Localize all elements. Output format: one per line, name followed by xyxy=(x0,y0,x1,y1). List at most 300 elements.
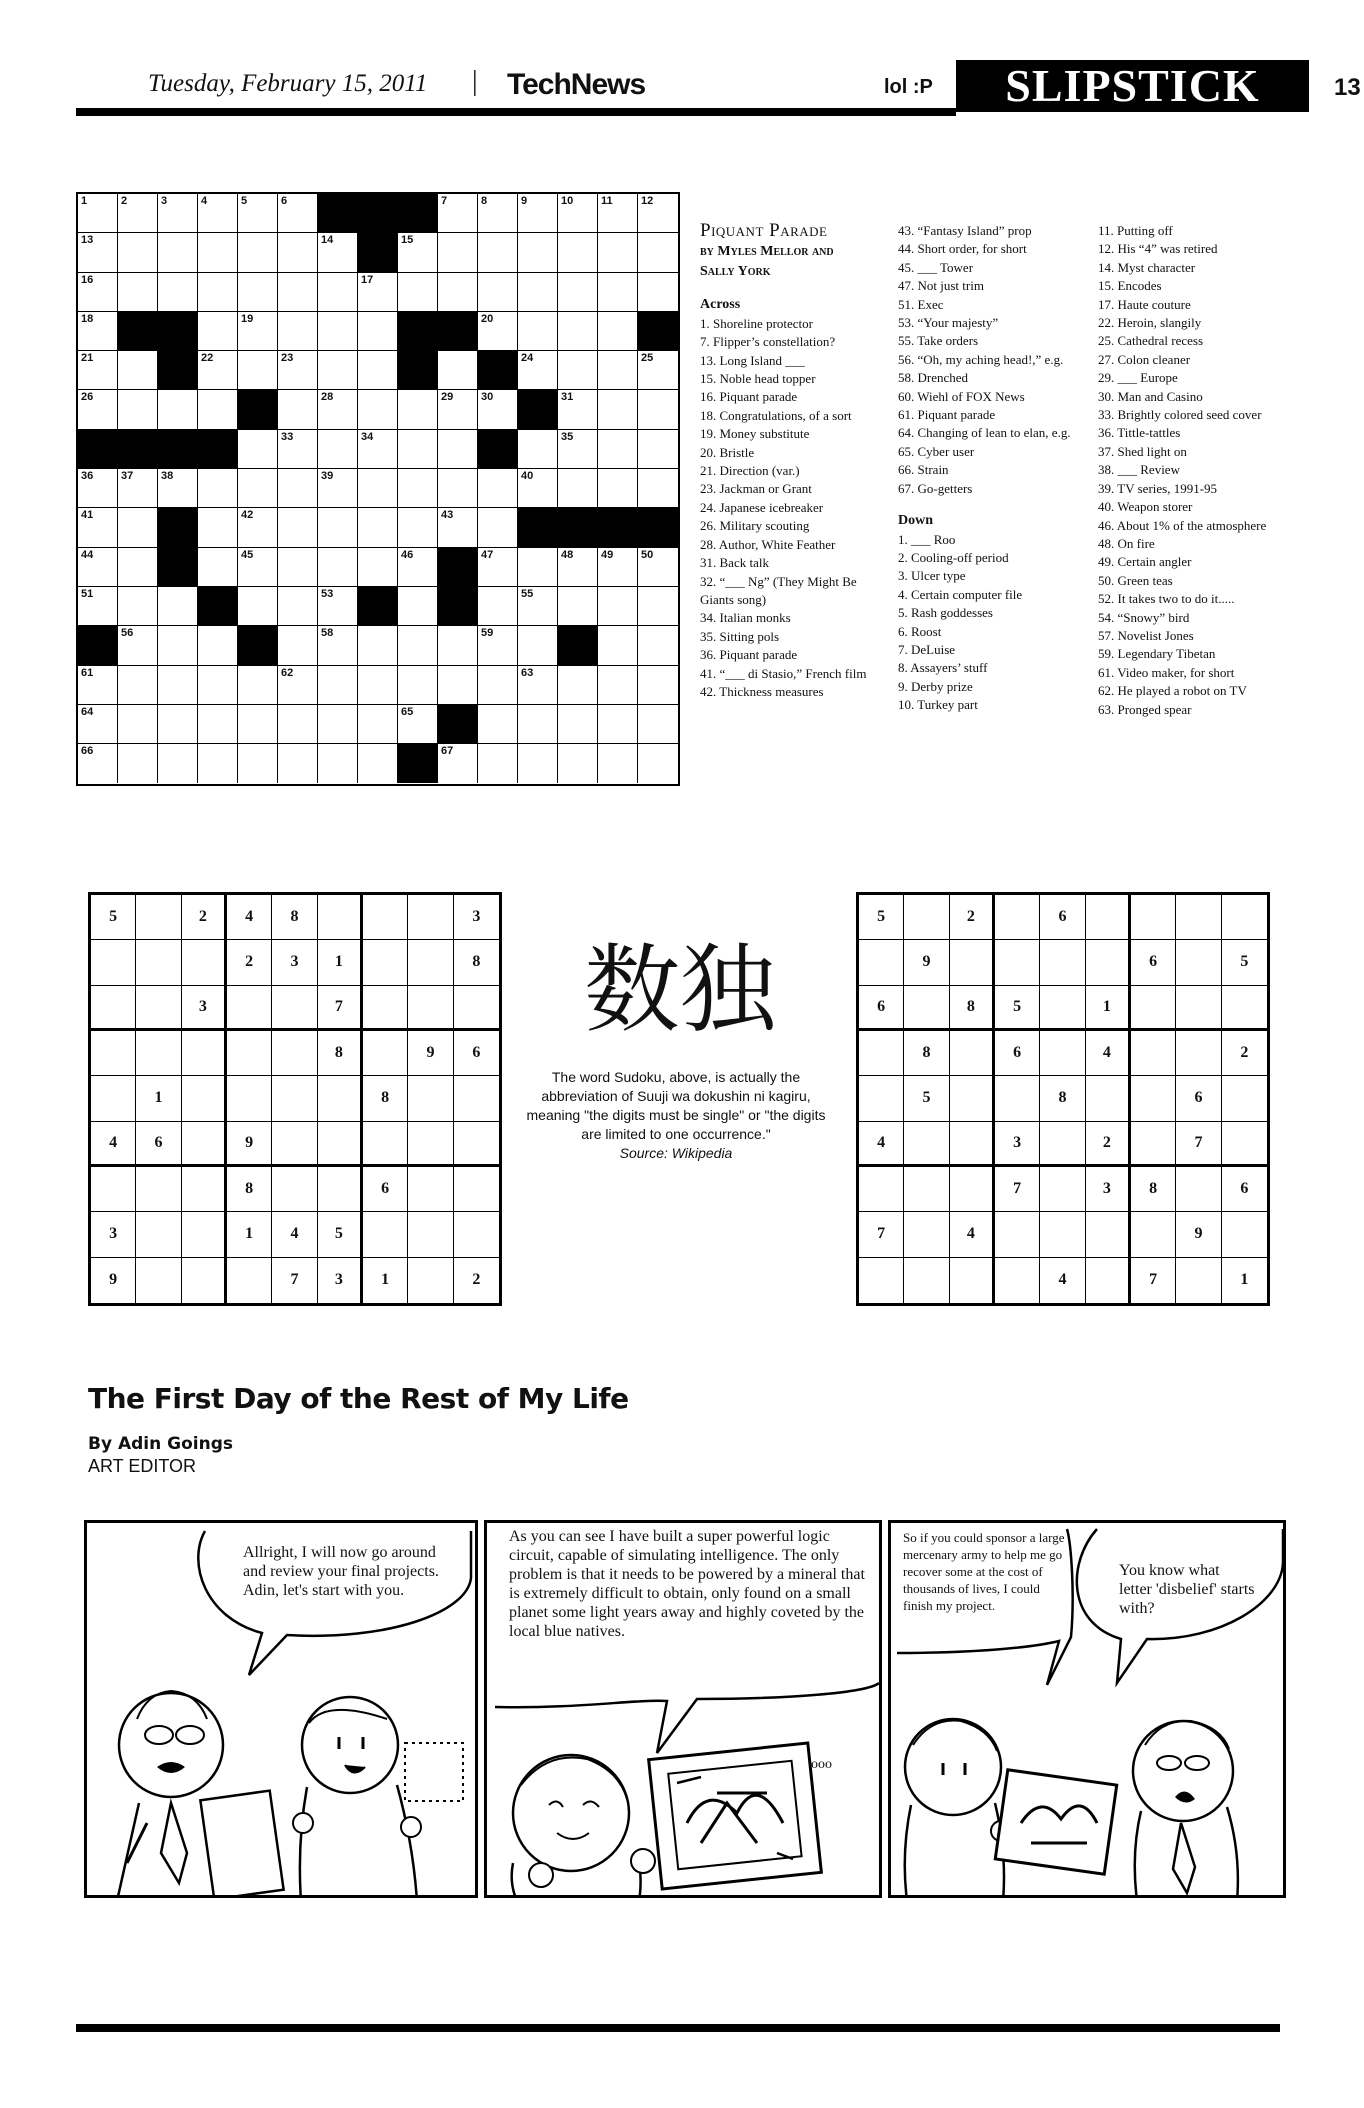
crossword-cell[interactable] xyxy=(598,194,638,233)
sudoku-empty-cell[interactable] xyxy=(904,986,949,1031)
crossword-cell[interactable] xyxy=(558,233,598,272)
crossword-cell[interactable] xyxy=(478,587,518,626)
crossword-cell[interactable] xyxy=(638,390,678,429)
sudoku-empty-cell[interactable] xyxy=(318,1167,363,1212)
clue: 65. Cyber user xyxy=(898,443,975,459)
crossword-cell[interactable] xyxy=(78,312,118,351)
sudoku-empty-cell[interactable] xyxy=(272,1167,317,1212)
crossword-cell[interactable] xyxy=(518,430,558,469)
crossword-cell[interactable] xyxy=(438,273,478,312)
crossword-cell[interactable] xyxy=(598,548,638,587)
crossword-cell[interactable] xyxy=(598,430,638,469)
crossword-cell[interactable] xyxy=(478,705,518,744)
sudoku-empty-cell[interactable] xyxy=(136,1258,181,1303)
crossword-cell[interactable] xyxy=(158,469,198,508)
crossword-cell[interactable] xyxy=(198,469,238,508)
crossword-cell[interactable] xyxy=(358,705,398,744)
crossword-cell[interactable] xyxy=(118,744,158,783)
crossword-cell[interactable] xyxy=(598,626,638,665)
crossword-cell[interactable] xyxy=(318,548,358,587)
sudoku-empty-cell[interactable] xyxy=(182,1076,227,1121)
crossword-cell[interactable] xyxy=(78,233,118,272)
crossword-cell[interactable] xyxy=(278,744,318,783)
sudoku-empty-cell[interactable] xyxy=(995,895,1040,940)
crossword-cell[interactable] xyxy=(238,430,278,469)
sudoku-empty-cell[interactable] xyxy=(182,1212,227,1257)
crossword-cell[interactable] xyxy=(558,548,598,587)
crossword-cell[interactable] xyxy=(278,587,318,626)
crossword-cell[interactable] xyxy=(318,390,358,429)
crossword-cell[interactable] xyxy=(78,548,118,587)
sudoku-empty-cell[interactable] xyxy=(408,1258,453,1303)
crossword-cell[interactable] xyxy=(598,390,638,429)
crossword-cell[interactable] xyxy=(358,390,398,429)
crossword-cell[interactable] xyxy=(438,390,478,429)
crossword-cell[interactable] xyxy=(278,705,318,744)
crossword-cell[interactable] xyxy=(638,194,678,233)
crossword-cell[interactable] xyxy=(238,233,278,272)
crossword-cell[interactable] xyxy=(518,273,558,312)
crossword-cell[interactable] xyxy=(238,705,278,744)
sudoku-empty-cell[interactable] xyxy=(227,1076,272,1121)
crossword-cell[interactable] xyxy=(118,390,158,429)
sudoku-empty-cell[interactable] xyxy=(182,1031,227,1076)
crossword-cell[interactable] xyxy=(638,587,678,626)
crossword-cell[interactable] xyxy=(638,351,678,390)
crossword-cell[interactable] xyxy=(558,312,598,351)
crossword-cell[interactable] xyxy=(638,233,678,272)
crossword-cell[interactable] xyxy=(398,273,438,312)
crossword-cell[interactable] xyxy=(318,744,358,783)
sudoku-empty-cell[interactable] xyxy=(454,1167,499,1212)
sudoku-empty-cell[interactable] xyxy=(1131,986,1176,1031)
crossword-cell[interactable] xyxy=(638,666,678,705)
sudoku-empty-cell[interactable] xyxy=(1086,940,1131,985)
crossword-cell[interactable] xyxy=(158,705,198,744)
crossword-cell[interactable] xyxy=(558,390,598,429)
crossword-cell[interactable] xyxy=(118,666,158,705)
crossword-cell[interactable] xyxy=(358,312,398,351)
sudoku-empty-cell[interactable] xyxy=(950,1167,995,1212)
sudoku-empty-cell[interactable] xyxy=(363,895,408,940)
sudoku-empty-cell[interactable] xyxy=(136,986,181,1031)
sudoku-empty-cell[interactable] xyxy=(1222,1076,1267,1121)
crossword-cell[interactable] xyxy=(438,233,478,272)
sudoku-empty-cell[interactable] xyxy=(1040,1167,1085,1212)
sudoku-empty-cell[interactable] xyxy=(859,1031,904,1076)
crossword-cell[interactable] xyxy=(198,233,238,272)
crossword-cell[interactable] xyxy=(318,705,358,744)
crossword-cell[interactable] xyxy=(118,233,158,272)
crossword-cell[interactable] xyxy=(78,587,118,626)
sudoku-empty-cell[interactable] xyxy=(136,895,181,940)
sudoku-empty-cell[interactable] xyxy=(1131,1076,1176,1121)
sudoku-empty-cell[interactable] xyxy=(1086,1258,1131,1303)
sudoku-empty-cell[interactable] xyxy=(318,1122,363,1167)
crossword-cell[interactable] xyxy=(198,351,238,390)
sudoku-empty-cell[interactable] xyxy=(91,1076,136,1121)
crossword-cell[interactable] xyxy=(598,666,638,705)
sudoku-empty-cell[interactable] xyxy=(227,1258,272,1303)
crossword-cell[interactable] xyxy=(558,194,598,233)
sudoku-empty-cell[interactable] xyxy=(408,895,453,940)
crossword-cell[interactable] xyxy=(78,666,118,705)
sudoku-empty-cell[interactable] xyxy=(182,1258,227,1303)
sudoku-empty-cell[interactable] xyxy=(950,1122,995,1167)
sudoku-empty-cell[interactable] xyxy=(1086,895,1131,940)
crossword-cell[interactable] xyxy=(78,469,118,508)
sudoku-empty-cell[interactable] xyxy=(995,1258,1040,1303)
crossword-cell[interactable] xyxy=(318,351,358,390)
sudoku-empty-cell[interactable] xyxy=(1040,940,1085,985)
crossword-cell[interactable] xyxy=(198,744,238,783)
crossword-cell[interactable] xyxy=(198,548,238,587)
sudoku-empty-cell[interactable] xyxy=(1086,1076,1131,1121)
sudoku-empty-cell[interactable] xyxy=(904,1122,949,1167)
crossword-cell[interactable] xyxy=(558,351,598,390)
crossword-cell[interactable] xyxy=(318,587,358,626)
crossword-cell[interactable] xyxy=(358,351,398,390)
crossword-cell[interactable] xyxy=(118,194,158,233)
crossword-cell[interactable] xyxy=(478,233,518,272)
sudoku-empty-cell[interactable] xyxy=(1131,895,1176,940)
crossword-cell[interactable] xyxy=(198,666,238,705)
crossword-cell[interactable] xyxy=(478,666,518,705)
crossword-cell[interactable] xyxy=(318,626,358,665)
sudoku-empty-cell[interactable] xyxy=(859,1258,904,1303)
crossword-cell[interactable] xyxy=(478,548,518,587)
crossword-cell[interactable] xyxy=(438,508,478,547)
sudoku-empty-cell[interactable] xyxy=(995,1076,1040,1121)
crossword-cell[interactable] xyxy=(438,744,478,783)
sudoku-empty-cell[interactable] xyxy=(1131,1122,1176,1167)
sudoku-empty-cell[interactable] xyxy=(1222,895,1267,940)
crossword-cell[interactable] xyxy=(638,430,678,469)
sudoku-empty-cell[interactable] xyxy=(1131,1031,1176,1076)
crossword-cell[interactable] xyxy=(118,469,158,508)
crossword-cell[interactable] xyxy=(158,626,198,665)
crossword-cell[interactable] xyxy=(598,233,638,272)
sudoku-empty-cell[interactable] xyxy=(363,1212,408,1257)
sudoku-empty-cell[interactable] xyxy=(136,1167,181,1212)
crossword-cell[interactable] xyxy=(478,390,518,429)
sudoku-empty-cell[interactable] xyxy=(904,1212,949,1257)
crossword-cell[interactable] xyxy=(478,273,518,312)
crossword-cell[interactable] xyxy=(638,273,678,312)
crossword-cell[interactable] xyxy=(398,626,438,665)
sudoku-empty-cell[interactable] xyxy=(859,1167,904,1212)
sudoku-empty-cell[interactable] xyxy=(182,940,227,985)
crossword-cell[interactable] xyxy=(398,390,438,429)
crossword-cell[interactable] xyxy=(78,744,118,783)
crossword-cell[interactable] xyxy=(438,430,478,469)
crossword-cell[interactable] xyxy=(278,548,318,587)
crossword-cell[interactable] xyxy=(518,626,558,665)
sudoku-empty-cell[interactable] xyxy=(363,1031,408,1076)
sudoku-empty-cell[interactable] xyxy=(272,986,317,1031)
crossword-cell[interactable] xyxy=(518,548,558,587)
crossword-cell[interactable] xyxy=(278,312,318,351)
crossword-cell[interactable] xyxy=(318,233,358,272)
sudoku-empty-cell[interactable] xyxy=(1131,1212,1176,1257)
sudoku-empty-cell[interactable] xyxy=(91,940,136,985)
sudoku-empty-cell[interactable] xyxy=(1176,986,1221,1031)
crossword-cell[interactable] xyxy=(238,194,278,233)
crossword-cell[interactable] xyxy=(598,705,638,744)
sudoku-empty-cell[interactable] xyxy=(272,1031,317,1076)
crossword-cell[interactable] xyxy=(478,626,518,665)
crossword-cell[interactable] xyxy=(118,587,158,626)
crossword-cell[interactable] xyxy=(318,273,358,312)
crossword-cell[interactable] xyxy=(318,469,358,508)
crossword-cell[interactable] xyxy=(558,744,598,783)
crossword-cell[interactable] xyxy=(518,312,558,351)
crossword-cell[interactable] xyxy=(398,469,438,508)
crossword-cell[interactable] xyxy=(118,508,158,547)
crossword-cell[interactable] xyxy=(118,705,158,744)
crossword-cell[interactable] xyxy=(358,430,398,469)
crossword-cell[interactable] xyxy=(198,626,238,665)
crossword-cell[interactable] xyxy=(638,744,678,783)
crossword-cell[interactable] xyxy=(598,469,638,508)
crossword-cell[interactable] xyxy=(198,705,238,744)
sudoku-empty-cell[interactable] xyxy=(1176,1258,1221,1303)
sudoku-empty-cell[interactable] xyxy=(227,986,272,1031)
crossword-cell[interactable] xyxy=(398,548,438,587)
sudoku-empty-cell[interactable] xyxy=(995,940,1040,985)
crossword-cell[interactable] xyxy=(558,273,598,312)
crossword-cell[interactable] xyxy=(518,705,558,744)
sudoku-empty-cell[interactable] xyxy=(136,940,181,985)
sudoku-empty-cell[interactable] xyxy=(1222,1212,1267,1257)
crossword-cell[interactable] xyxy=(238,666,278,705)
crossword-cell[interactable] xyxy=(318,312,358,351)
sudoku-empty-cell[interactable] xyxy=(408,1167,453,1212)
sudoku-empty-cell[interactable] xyxy=(859,940,904,985)
sudoku-empty-cell[interactable] xyxy=(1176,1031,1221,1076)
sudoku-empty-cell[interactable] xyxy=(454,1122,499,1167)
sudoku-empty-cell[interactable] xyxy=(859,1076,904,1121)
sudoku-empty-cell[interactable] xyxy=(363,1122,408,1167)
crossword-cell[interactable] xyxy=(518,194,558,233)
crossword-cell[interactable] xyxy=(158,194,198,233)
crossword-cell[interactable] xyxy=(158,666,198,705)
sudoku-empty-cell[interactable] xyxy=(950,1258,995,1303)
crossword-cell[interactable] xyxy=(78,390,118,429)
crossword-cell[interactable] xyxy=(238,587,278,626)
crossword-cell[interactable] xyxy=(158,587,198,626)
crossword-cell[interactable] xyxy=(278,508,318,547)
crossword-cell[interactable] xyxy=(158,233,198,272)
crossword-cell[interactable] xyxy=(278,626,318,665)
crossword-cell[interactable] xyxy=(598,744,638,783)
crossword-cell[interactable] xyxy=(198,194,238,233)
crossword-cell[interactable] xyxy=(118,548,158,587)
sudoku-empty-cell[interactable] xyxy=(408,1076,453,1121)
crossword-cell[interactable] xyxy=(398,666,438,705)
crossword-cell[interactable] xyxy=(238,548,278,587)
sudoku-puzzle-left[interactable] xyxy=(88,892,502,1306)
crossword-cell[interactable] xyxy=(78,705,118,744)
sudoku-empty-cell[interactable] xyxy=(408,1212,453,1257)
crossword-grid[interactable] xyxy=(76,192,680,786)
crossword-cell[interactable] xyxy=(638,626,678,665)
crossword-block xyxy=(398,351,438,390)
sudoku-empty-cell[interactable] xyxy=(91,986,136,1031)
crossword-cell[interactable] xyxy=(518,351,558,390)
crossword-cell[interactable] xyxy=(318,508,358,547)
crossword-cell[interactable] xyxy=(478,508,518,547)
sudoku-empty-cell[interactable] xyxy=(408,940,453,985)
crossword-cell[interactable] xyxy=(278,194,318,233)
crossword-cell[interactable] xyxy=(598,351,638,390)
sudoku-empty-cell[interactable] xyxy=(318,895,363,940)
crossword-cell[interactable] xyxy=(318,430,358,469)
sudoku-empty-cell[interactable] xyxy=(1176,940,1221,985)
crossword-cell[interactable] xyxy=(238,351,278,390)
sudoku-empty-cell[interactable] xyxy=(950,940,995,985)
crossword-cell[interactable] xyxy=(78,273,118,312)
crossword-cell[interactable] xyxy=(278,233,318,272)
crossword-cell[interactable] xyxy=(238,744,278,783)
crossword-cell[interactable] xyxy=(278,273,318,312)
crossword-cell[interactable] xyxy=(278,430,318,469)
crossword-cell[interactable] xyxy=(358,469,398,508)
crossword-cell[interactable] xyxy=(558,587,598,626)
sudoku-empty-cell[interactable] xyxy=(904,1258,949,1303)
sudoku-empty-cell[interactable] xyxy=(318,1076,363,1121)
crossword-cell[interactable] xyxy=(518,666,558,705)
crossword-cell[interactable] xyxy=(158,273,198,312)
crossword-cell[interactable] xyxy=(398,587,438,626)
crossword-cell[interactable] xyxy=(158,744,198,783)
crossword-cell[interactable] xyxy=(318,666,358,705)
crossword-cell[interactable] xyxy=(638,548,678,587)
crossword-cell[interactable] xyxy=(518,744,558,783)
crossword-cell[interactable] xyxy=(358,508,398,547)
sudoku-puzzle-right[interactable] xyxy=(856,892,1270,1306)
crossword-cell[interactable] xyxy=(198,390,238,429)
clue: 38. ___ Review xyxy=(1098,462,1180,478)
crossword-cell[interactable] xyxy=(598,587,638,626)
sudoku-empty-cell[interactable] xyxy=(91,1167,136,1212)
crossword-cell[interactable] xyxy=(398,705,438,744)
crossword-cell[interactable] xyxy=(278,469,318,508)
crossword-cell[interactable] xyxy=(438,469,478,508)
crossword-cell[interactable] xyxy=(238,273,278,312)
crossword-cell[interactable] xyxy=(118,273,158,312)
sudoku-empty-cell[interactable] xyxy=(363,986,408,1031)
crossword-cell[interactable] xyxy=(518,233,558,272)
crossword-cell[interactable] xyxy=(358,548,398,587)
crossword-cell[interactable] xyxy=(278,666,318,705)
crossword-cell[interactable] xyxy=(278,351,318,390)
crossword-cell[interactable] xyxy=(638,705,678,744)
crossword-cell[interactable] xyxy=(238,508,278,547)
crossword-cell[interactable] xyxy=(438,626,478,665)
crossword-cell[interactable] xyxy=(358,744,398,783)
crossword-cell[interactable] xyxy=(198,508,238,547)
crossword-cell[interactable] xyxy=(238,469,278,508)
sudoku-empty-cell[interactable] xyxy=(454,986,499,1031)
sudoku-empty-cell[interactable] xyxy=(1176,1167,1221,1212)
crossword-cell[interactable] xyxy=(438,666,478,705)
sudoku-empty-cell[interactable] xyxy=(454,1212,499,1257)
crossword-cell[interactable] xyxy=(438,194,478,233)
sudoku-empty-cell[interactable] xyxy=(1222,1122,1267,1167)
crossword-cell[interactable] xyxy=(558,666,598,705)
sudoku-empty-cell[interactable] xyxy=(1040,986,1085,1031)
crossword-cell[interactable] xyxy=(598,273,638,312)
sudoku-empty-cell[interactable] xyxy=(454,1076,499,1121)
crossword-cell[interactable] xyxy=(198,273,238,312)
crossword-cell[interactable] xyxy=(558,469,598,508)
crossword-cell[interactable] xyxy=(398,233,438,272)
sudoku-empty-cell[interactable] xyxy=(363,940,408,985)
crossword-cell[interactable] xyxy=(558,430,598,469)
sudoku-empty-cell[interactable] xyxy=(904,1167,949,1212)
crossword-cell[interactable] xyxy=(118,351,158,390)
crossword-cell[interactable] xyxy=(358,666,398,705)
sudoku-empty-cell[interactable] xyxy=(182,1167,227,1212)
crossword-cell[interactable] xyxy=(238,312,278,351)
sudoku-empty-cell[interactable] xyxy=(408,1122,453,1167)
crossword-cell[interactable] xyxy=(158,390,198,429)
sudoku-empty-cell[interactable] xyxy=(1040,1122,1085,1167)
sudoku-empty-cell[interactable] xyxy=(272,1122,317,1167)
sudoku-empty-cell[interactable] xyxy=(272,1076,317,1121)
crossword-block xyxy=(438,548,478,587)
crossword-cell[interactable] xyxy=(478,312,518,351)
crossword-cell[interactable] xyxy=(358,273,398,312)
crossword-cell[interactable] xyxy=(558,705,598,744)
crossword-cell[interactable] xyxy=(518,469,558,508)
sudoku-empty-cell[interactable] xyxy=(995,1212,1040,1257)
crossword-cell[interactable] xyxy=(398,508,438,547)
sudoku-empty-cell[interactable] xyxy=(904,895,949,940)
sudoku-empty-cell[interactable] xyxy=(136,1031,181,1076)
sudoku-empty-cell[interactable] xyxy=(182,1122,227,1167)
sudoku-empty-cell[interactable] xyxy=(408,986,453,1031)
crossword-cell[interactable] xyxy=(78,508,118,547)
crossword-cell[interactable] xyxy=(478,194,518,233)
sudoku-empty-cell[interactable] xyxy=(950,1076,995,1121)
sudoku-empty-cell[interactable] xyxy=(1086,1212,1131,1257)
crossword-cell[interactable] xyxy=(198,312,238,351)
sudoku-empty-cell[interactable] xyxy=(1222,986,1267,1031)
crossword-cell[interactable] xyxy=(638,469,678,508)
sudoku-empty-cell[interactable] xyxy=(91,1031,136,1076)
crossword-cell[interactable] xyxy=(478,744,518,783)
sudoku-empty-cell[interactable] xyxy=(1040,1212,1085,1257)
sudoku-empty-cell[interactable] xyxy=(1176,895,1221,940)
crossword-cell[interactable] xyxy=(518,587,558,626)
crossword-clue-number: 39 xyxy=(321,470,334,483)
crossword-cell[interactable] xyxy=(118,626,158,665)
crossword-cell[interactable] xyxy=(78,351,118,390)
sudoku-empty-cell[interactable] xyxy=(136,1212,181,1257)
crossword-cell[interactable] xyxy=(78,194,118,233)
crossword-cell[interactable] xyxy=(598,312,638,351)
crossword-cell[interactable] xyxy=(278,390,318,429)
sudoku-empty-cell[interactable] xyxy=(227,1031,272,1076)
crossword-cell[interactable] xyxy=(438,351,478,390)
crossword-cell[interactable] xyxy=(398,430,438,469)
crossword-cell[interactable] xyxy=(358,626,398,665)
sudoku-empty-cell[interactable] xyxy=(950,1031,995,1076)
crossword-cell[interactable] xyxy=(478,469,518,508)
sudoku-empty-cell[interactable] xyxy=(1040,1031,1085,1076)
